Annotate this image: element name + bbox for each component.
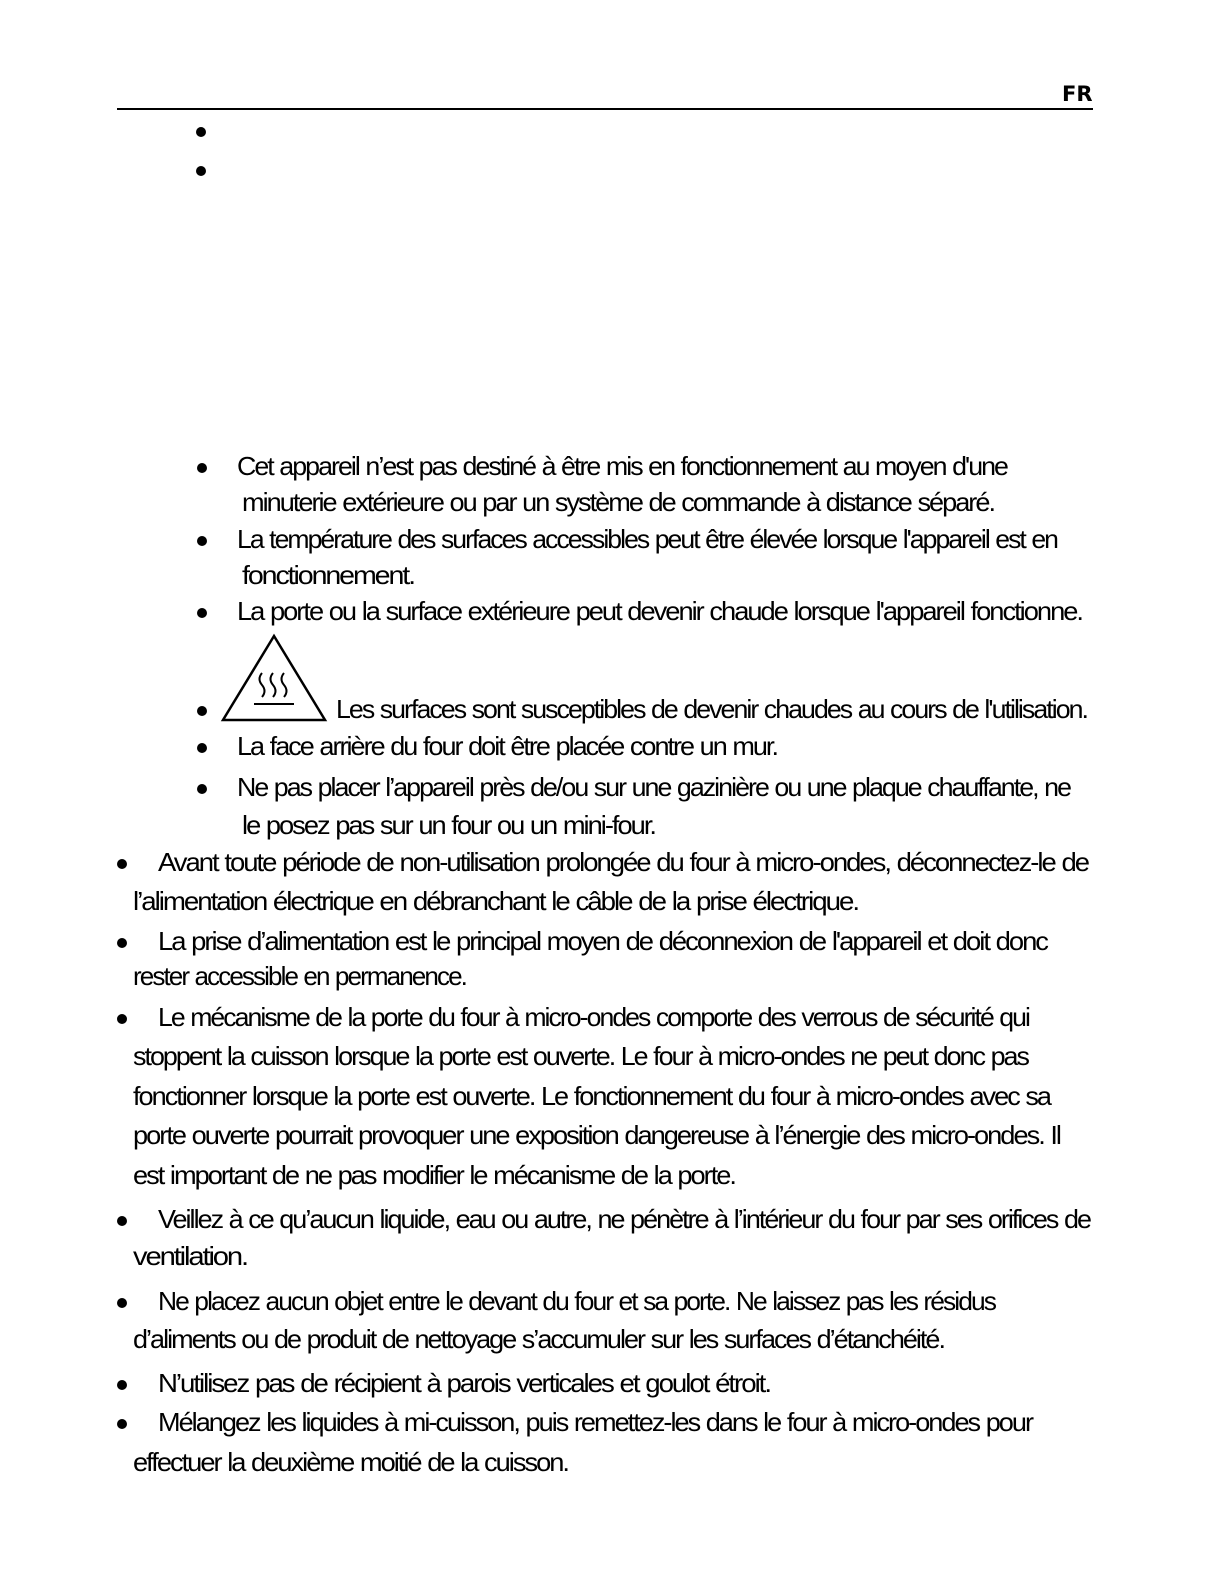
list-item-line: Avant toute période de non-utilisation prolongée du four à micro-ondes, déconnectez-le de	[158, 847, 1088, 877]
bullet-marker	[117, 859, 127, 869]
bullet-marker	[117, 938, 127, 948]
list-item-line: Ne pas placer l’appareil près de/ou sur une gazinière ou une plaque chauffante, ne	[237, 772, 1070, 802]
list-item-line: N’utilisez pas de récipient à parois verticales et goulot étroit.	[158, 1368, 770, 1398]
list-item-line: La température des surfaces accessibles peut être élevée lorsque l'appareil est en	[237, 524, 1057, 554]
list-item-line: Cet appareil n’est pas destiné à être mis en fonctionnement au moyen d'une	[237, 451, 1007, 481]
list-item-line: fonctionner lorsque la porte est ouverte. Le fonctionnement du four à micro-ondes avec sa	[133, 1081, 1050, 1111]
list-item-line: rester accessible en permanence.	[133, 961, 466, 991]
bullet-marker	[197, 743, 207, 753]
bullet-marker	[117, 1380, 127, 1390]
bullet-marker	[196, 166, 206, 176]
list-item-line: est important de ne pas modifier le mécanisme de la porte.	[133, 1160, 735, 1190]
list-item-line: Veillez à ce qu’aucun liquide, eau ou autre, ne pénètre à l’intérieur du four par ses orifices de	[158, 1204, 1090, 1234]
bullet-marker	[117, 1216, 127, 1226]
bullet-marker	[197, 536, 207, 546]
bullet-marker	[197, 463, 207, 473]
list-item-line: Ne placez aucun objet entre le devant du four et sa porte. Ne laissez pas les résidus	[158, 1286, 996, 1316]
hot-surface-warning-icon	[220, 633, 328, 725]
list-item-line: La porte ou la surface extérieure peut devenir chaude lorsque l'appareil fonctionne.	[237, 596, 1082, 626]
bullet-marker	[196, 127, 206, 137]
list-item-line: stoppent la cuisson lorsque la porte est ouverte. Le four à micro-ondes ne peut donc pas	[133, 1041, 1028, 1071]
list-item-line: porte ouverte pourrait provoquer une exposition dangereuse à l’énergie des micro-ondes. Il	[133, 1120, 1060, 1150]
list-item-line: minuterie extérieure ou par un système de commande à distance séparé.	[242, 487, 994, 517]
list-item-line: le posez pas sur un four ou un mini-four.	[242, 810, 655, 840]
bullet-marker	[197, 706, 207, 716]
bullet-marker	[117, 1014, 127, 1024]
list-item-line: La prise d’alimentation est le principal moyen de déconnexion de l'appareil et doit donc	[158, 926, 1047, 956]
bullet-marker	[117, 1419, 127, 1429]
list-item-line: Le mécanisme de la porte du four à micro-ondes comporte des verrous de sécurité qui	[158, 1002, 1029, 1032]
list-item-line: fonctionnement.	[242, 560, 414, 590]
list-item-line: La face arrière du four doit être placée contre un mur.	[237, 731, 777, 761]
list-item-line: Les surfaces sont susceptibles de devenir chaudes au cours de l'utilisation.	[336, 694, 1087, 724]
bullet-marker	[197, 608, 207, 618]
language-code: FR	[1062, 82, 1093, 106]
bullet-marker	[117, 1298, 127, 1308]
bullet-marker	[197, 784, 207, 794]
list-item-line: effectuer la deuxième moitié de la cuisson.	[133, 1447, 568, 1477]
list-item-line: ventilation.	[133, 1241, 247, 1271]
list-item-line: Mélangez les liquides à mi-cuisson, puis remettez-les dans le four à micro-ondes pour	[158, 1407, 1032, 1437]
header-rule	[117, 108, 1093, 110]
list-item-line: l’alimentation électrique en débranchant le câble de la prise électrique.	[133, 886, 858, 916]
list-item-line: d’aliments ou de produit de nettoyage s’accumuler sur les surfaces d’étanchéité.	[133, 1324, 944, 1354]
